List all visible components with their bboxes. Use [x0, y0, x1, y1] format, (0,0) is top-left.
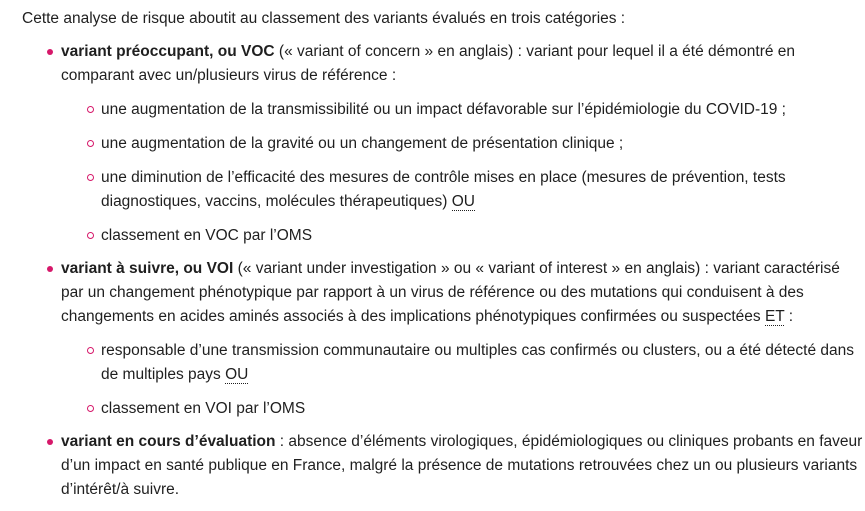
criteria-item — [101, 397, 865, 421]
criteria-item — [101, 98, 865, 122]
category-description: : absence d’éléments virologiques, épidémiologiques ou cliniques probants en faveur d’un impact en santé publique en France, malgré la présence de mutations retrouvées chez un ou plusieurs variants d’intérêt/à suivre. — [61, 433, 863, 498]
category-title: variant en cours d’évaluation — [61, 433, 276, 450]
category-description: (« variant of concern » en anglais) : variant pour lequel il a été démontré en comparant avec un/plusieurs virus de référence : — [61, 43, 796, 84]
conjunction-abbr: OU — [451, 193, 475, 210]
criteria-item — [101, 166, 865, 214]
conjunction-abbr: ET — [764, 308, 785, 325]
criteria-text: classement en VOI par l’OMS — [101, 400, 306, 417]
category-title: variant préoccupant, ou VOC — [61, 43, 275, 60]
criteria-list — [61, 98, 865, 248]
criteria-item — [101, 132, 865, 156]
hollow-bullet-icon — [87, 347, 94, 354]
category-title: variant à suivre, ou VOI — [61, 260, 234, 277]
filled-bullet-icon — [47, 439, 53, 445]
category-description-end: : — [784, 308, 794, 325]
hollow-bullet-icon — [87, 140, 94, 147]
filled-bullet-icon — [47, 49, 53, 55]
category-item-under-evaluation — [61, 430, 865, 502]
conjunction-abbr: OU — [225, 366, 249, 383]
criteria-text: une augmentation de la transmissibilité ou un impact défavorable sur l’épidémiologie du COVID-19 ; — [101, 101, 786, 118]
hollow-bullet-icon — [87, 174, 94, 181]
hollow-bullet-icon — [87, 405, 94, 412]
category-list — [22, 40, 865, 502]
criteria-text: une diminution de l’efficacité des mesures de contrôle mises en place (mesures de prévention, tests diagnostiques, vaccins, molécules thérapeutiques) — [101, 169, 786, 210]
criteria-text: une augmentation de la gravité ou un changement de présentation clinique ; — [101, 135, 624, 152]
category-item-voi — [61, 257, 865, 421]
criteria-item — [101, 224, 865, 248]
criteria-text: classement en VOC par l’OMS — [101, 227, 313, 244]
criteria-text: responsable d’une transmission communautaire ou multiples cas confirmés ou clusters, ou a été détecté dans de multiples pays — [101, 342, 855, 383]
hollow-bullet-icon — [87, 106, 94, 113]
filled-bullet-icon — [47, 266, 53, 272]
criteria-item — [101, 339, 865, 387]
intro-paragraph: Cette analyse de risque aboutit au classement des variants évalués en trois catégories : — [22, 10, 626, 27]
category-description: (« variant under investigation » ou « variant of interest » en anglais) : variant caractérisé par un changement phénotypique par rapport à un virus de référence ou des mutations qui conduisent à des changements en acides aminés associés à des implications phénotypiques confirmées ou suspectées — [61, 260, 840, 325]
category-item-voc — [61, 40, 865, 248]
hollow-bullet-icon — [87, 232, 94, 239]
criteria-list — [61, 339, 865, 421]
